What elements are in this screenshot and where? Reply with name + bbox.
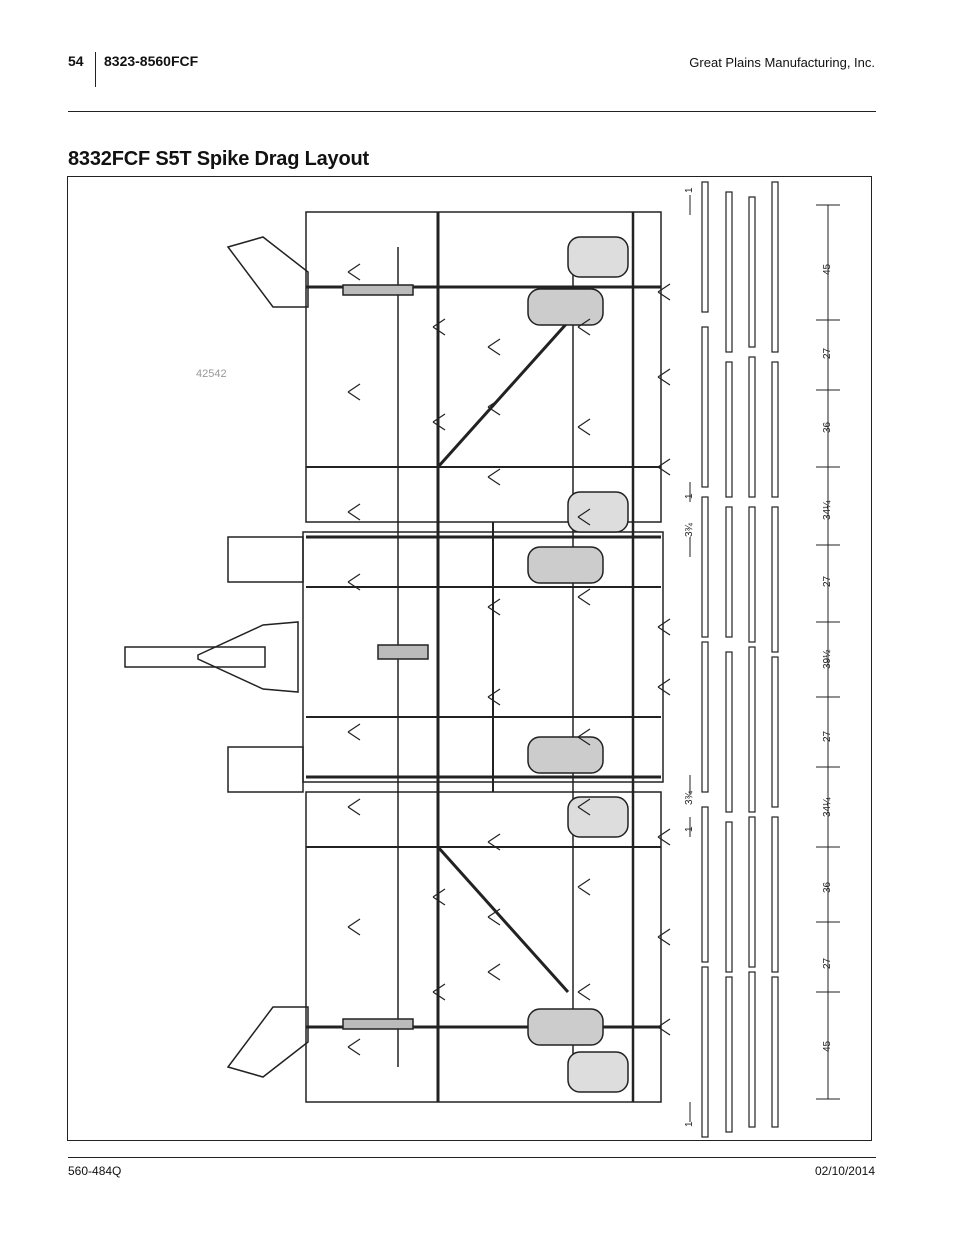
dim-label: 34¼ <box>822 797 833 817</box>
spike-drag-bars <box>702 182 778 1137</box>
header-rule <box>68 111 876 112</box>
wheel <box>528 737 603 773</box>
wheel <box>528 547 603 583</box>
page-title: 8332FCF S5T Spike Drag Layout <box>68 148 369 170</box>
wheel <box>568 492 628 532</box>
dim-label: 27 <box>822 957 833 969</box>
dim-label: 39½ <box>822 649 833 669</box>
dim-label: 27 <box>822 730 833 742</box>
dim-label: 27 <box>822 347 833 359</box>
center-frame <box>303 532 663 782</box>
wheel <box>568 237 628 277</box>
wheel <box>528 1009 603 1045</box>
spike-drag-layout-drawing <box>68 177 871 1140</box>
wheel <box>528 289 603 325</box>
wheel <box>568 1052 628 1092</box>
dim-label: 1 <box>684 1121 695 1127</box>
dim-label: 36 <box>822 881 833 893</box>
left-hitch-bracket <box>228 537 303 582</box>
dim-label: 45 <box>822 263 833 275</box>
right-wing-bracket <box>228 1007 308 1077</box>
dim-label: 34¼ <box>822 500 833 520</box>
document-number: 560-484Q <box>68 1164 122 1178</box>
header-divider <box>95 52 96 87</box>
dim-label: 1 <box>684 826 695 832</box>
dim-label: 36 <box>822 421 833 433</box>
wheel <box>568 797 628 837</box>
model-number: 8323-8560FCF <box>104 53 199 69</box>
left-wing-bracket <box>228 237 308 307</box>
dim-label: 27 <box>822 575 833 587</box>
page-number: 54 <box>68 53 84 69</box>
dim-label: 3¾ <box>684 523 695 537</box>
footer-rule <box>68 1157 876 1158</box>
hitch-plate <box>198 622 298 692</box>
dim-label: 45 <box>822 1040 833 1052</box>
dim-label: 1 <box>684 187 695 193</box>
company-name: Great Plains Manufacturing, Inc. <box>689 55 875 70</box>
dim-label: 3¾ <box>684 791 695 805</box>
dimension-line <box>690 195 840 1122</box>
figure-id: 42542 <box>196 368 227 380</box>
hitch-tongue <box>125 647 265 667</box>
dim-label: 1 <box>684 493 695 499</box>
right-hitch-bracket <box>228 747 303 792</box>
document-date: 02/10/2014 <box>814 1164 875 1178</box>
figure-frame <box>67 176 872 1141</box>
